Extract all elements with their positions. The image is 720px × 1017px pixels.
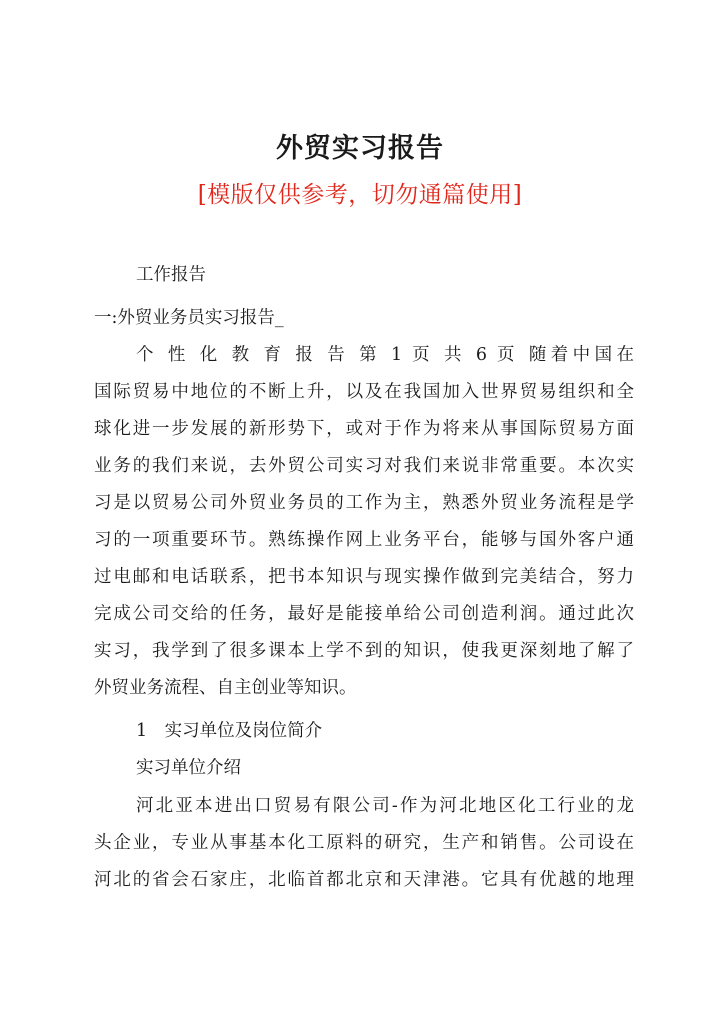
text-line: 国际贸易中地位的不断上升，以及在我国加入世界贸易组织和全	[94, 382, 634, 402]
section-heading: 1 实习单位及岗位简介	[136, 721, 323, 741]
subsection-heading: 实习单位介绍	[136, 758, 241, 778]
text-line: 过电邮和电话联系，把书本知识与现实操作做到完美结合，努力	[94, 567, 634, 587]
text-line: 河北亚本进出口贸易有限公司-作为河北地区化工行业的龙	[136, 796, 634, 816]
text-line: 完成公司交给的任务，最好是能接单给公司创造利润。通过此次	[94, 604, 634, 624]
text-line: 个 性 化 教 育 报 告 第 1 页 共 6 页 随着中国在	[136, 345, 634, 365]
text-line: 河北的省会石家庄，北临首都北京和天津港。它具有优越的地理	[94, 870, 634, 890]
text-line: 习的一项重要环节。熟练操作网上业务平台，能够与国外客户通	[94, 530, 634, 550]
text-line: 工作报告	[136, 265, 206, 285]
text-line: 头企业，专业从事基本化工原料的研究，生产和销售。公司设在	[94, 833, 634, 853]
text-line: 实习，我学到了很多课本上学不到的知识，使我更深刻地了解了	[94, 641, 634, 661]
document-title: 外贸实习报告	[276, 133, 444, 164]
text-line: 一:外贸业务员实习报告_	[94, 308, 284, 328]
text-line: 习是以贸易公司外贸业务员的工作为主，熟悉外贸业务流程是学	[94, 493, 634, 513]
text-line: 外贸业务流程、自主创业等知识。	[94, 678, 357, 698]
text-line: 业务的我们来说，去外贸公司实习对我们来说非常重要。本次实	[94, 456, 634, 476]
document-subtitle: [模版仅供参考，切勿通篇使用]	[197, 182, 523, 208]
text-line: 球化进一步发展的新形势下，或对于作为将来从事国际贸易方面	[94, 419, 634, 439]
